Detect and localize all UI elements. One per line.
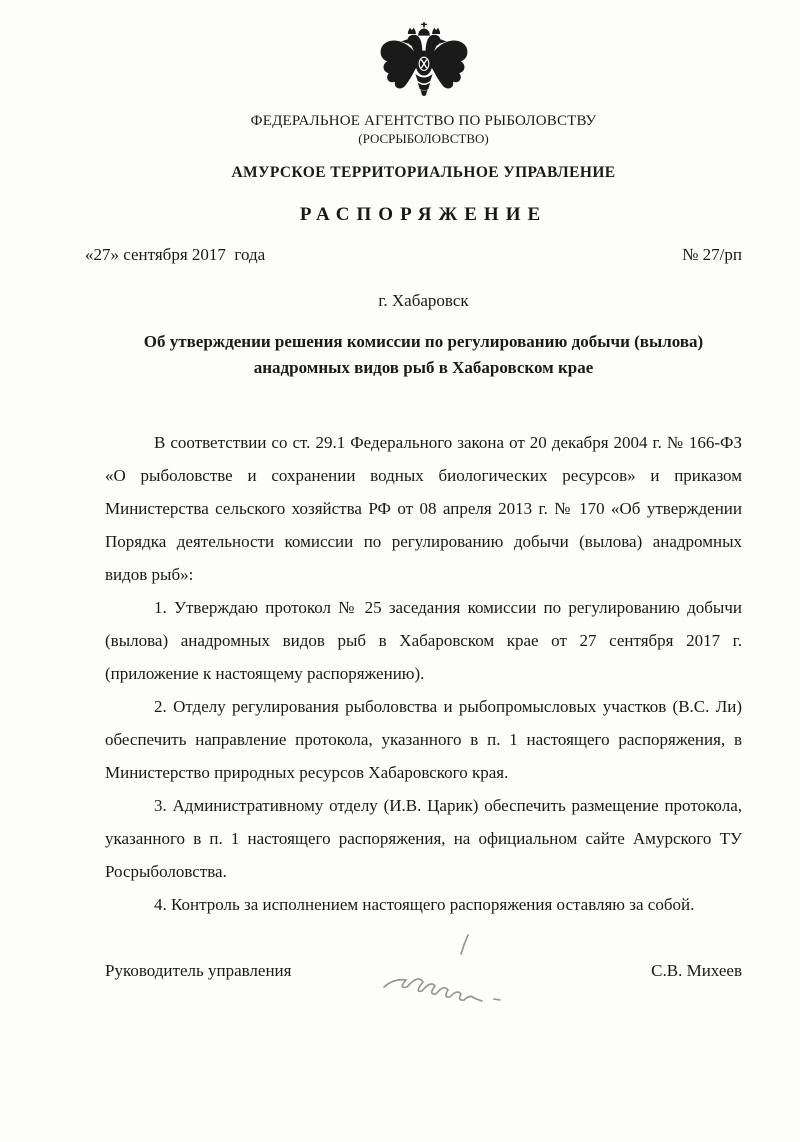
agency-name: ФЕДЕРАЛЬНОЕ АГЕНТСТВО ПО РЫБОЛОВСТВУ [250, 113, 597, 129]
order-item-4: 4. Контроль за исполнением настоящего распоряжения оставляю за собой. [154, 894, 695, 914]
document-body [105, 426, 742, 921]
document-number: № 27/рп [682, 245, 742, 264]
handwritten-signature [372, 925, 602, 1015]
signatory-position: Руководитель управления [105, 960, 292, 980]
document-city: г. Хабаровск [378, 291, 469, 310]
order-item-2: 2. Отделу регулирования рыболовства и рыбопромысловых участков (В.С. Ли) обеспечить направление протокола, указанного в п. 1 настоящего распоряжения, в Министерство природных ресурсов Хабаровского края. [105, 696, 742, 782]
emblem-container [105, 22, 742, 104]
territorial-department-name: АМУРСКОЕ ТЕРРИТОРИАЛЬНОЕ УПРАВЛЕНИЕ [231, 164, 616, 181]
signatory-name: С.В. Михеев [651, 960, 742, 980]
document-meta-row [85, 245, 742, 265]
agency-short-name: (РОСРЫБОЛОВСТВО) [358, 131, 489, 146]
order-item-3: 3. Административному отделу (И.В. Царик) обеспечить размещение протокола, указанного в п. 1 настоящего распоряжения, на официальном сайте Амурского ТУ Росрыболовства. [105, 795, 742, 881]
document-title: Об утверждении решения комиссии по регулированию добычи (вылова) анадромных видов рыб в Хабаровском крае [143, 332, 704, 378]
order-item-1: 1. Утверждаю протокол № 25 заседания комиссии по регулированию добычи (вылова) анадромных видов рыб в Хабаровском крае от 27 сентября 2017 г. (приложение к настоящему распоряжению). [105, 597, 742, 683]
document-date: «27» сентября 2017 года [85, 245, 266, 264]
preamble-paragraph: В соответствии со ст. 29.1 Федерального закона от 20 декабря 2004 г. № 166-ФЗ «О рыболовстве и сохранении водных биологических ресурсов» и приказом Министерства сельского хозяйства РФ от 08 апреля 2013 г. № 170 «Об утверждении Порядка деятельности комиссии по регулированию добычи (вылова) анадромных видов рыб»: [105, 432, 742, 584]
document-type-heading: РАСПОРЯЖЕНИЕ [299, 204, 548, 225]
coat-of-arms-icon [377, 22, 471, 104]
